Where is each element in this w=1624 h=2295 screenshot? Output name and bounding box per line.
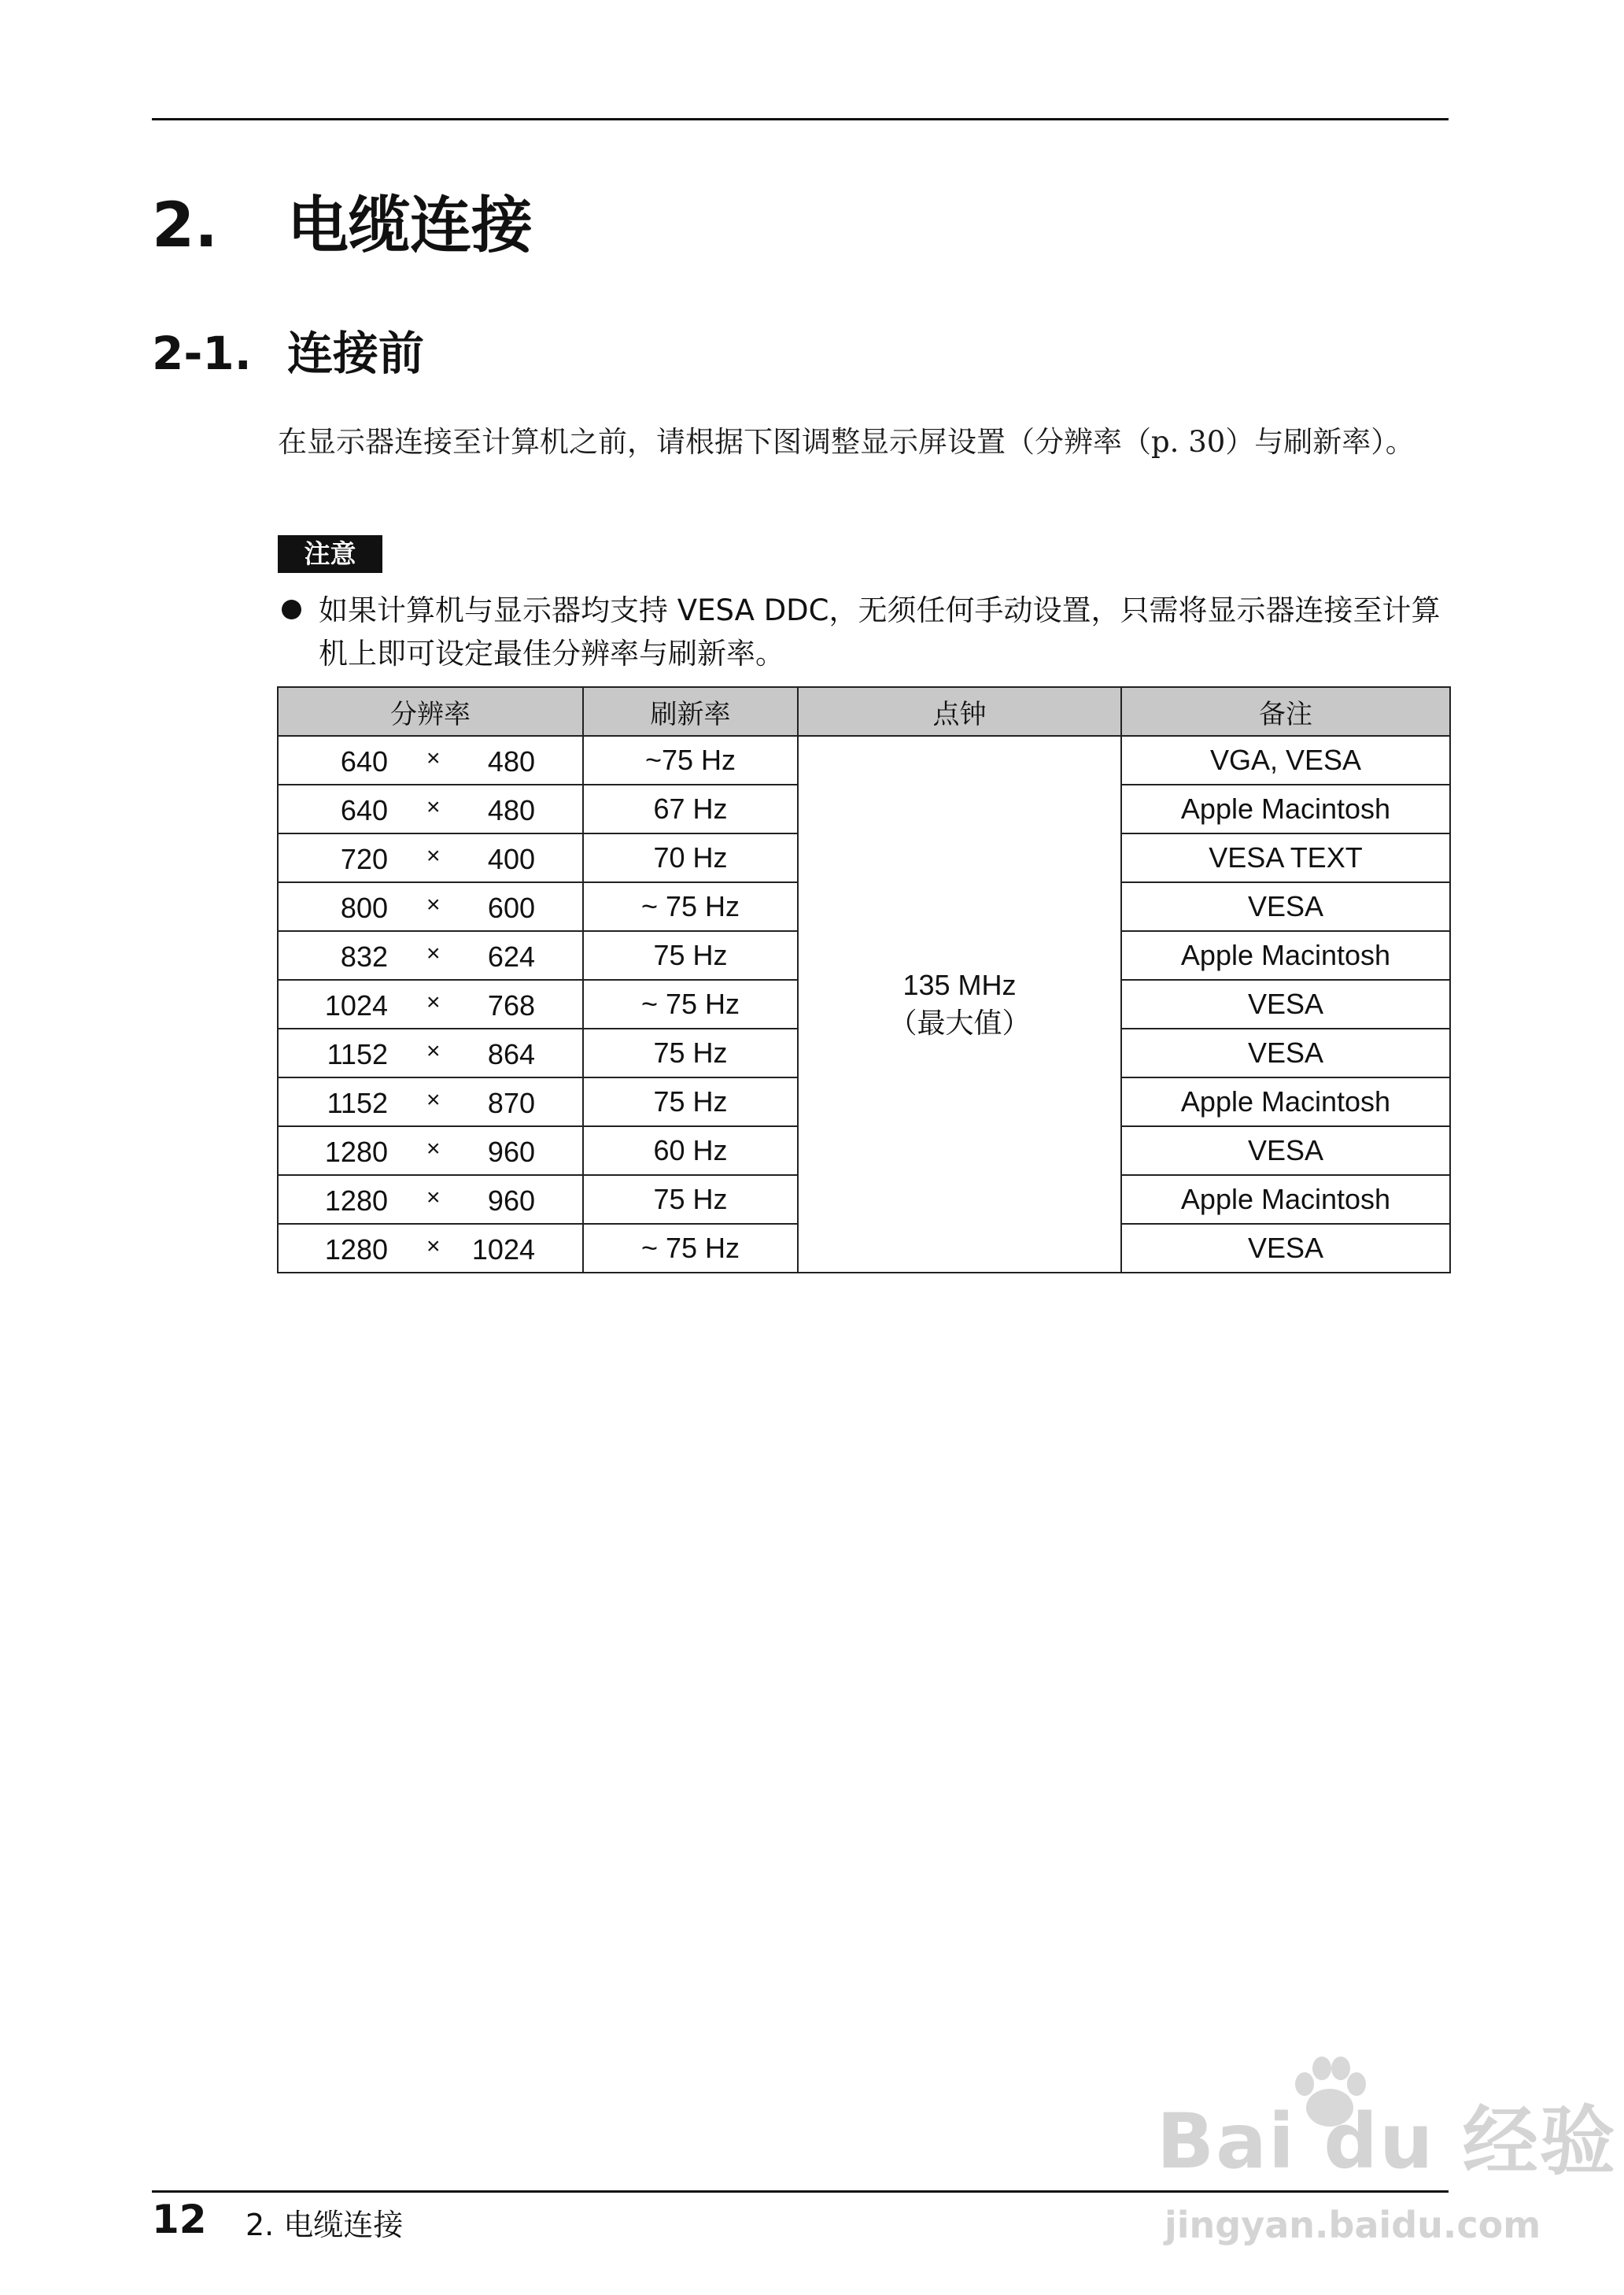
refresh-rate-cell: ~ 75 Hz <box>583 1224 798 1273</box>
remarks-cell: VESA <box>1121 980 1450 1029</box>
table-body <box>278 736 1450 1273</box>
remarks-cell: VESA <box>1121 1029 1450 1077</box>
times-symbol: × <box>426 843 441 869</box>
times-symbol: × <box>426 1087 441 1113</box>
remarks-cell: VESA <box>1121 882 1450 931</box>
resolution-width: 1280 <box>324 1184 388 1217</box>
header-refresh-rate: 刷新率 <box>583 687 798 736</box>
resolution-cell <box>278 833 583 882</box>
refresh-rate-cell: ~ 75 Hz <box>583 882 798 931</box>
section-title: 连接前 <box>287 327 425 380</box>
remarks-cell: Apple Macintosh <box>1121 931 1450 980</box>
resolution-height: 864 <box>487 1038 535 1070</box>
table-row <box>278 736 1450 785</box>
resolution-cell <box>278 736 583 785</box>
remarks-cell: Apple Macintosh <box>1121 1077 1450 1126</box>
resolution-cell <box>278 1077 583 1126</box>
header-remarks: 备注 <box>1121 687 1450 736</box>
table-header-row <box>278 687 1450 736</box>
remarks-cell: VESA TEXT <box>1121 833 1450 882</box>
top-rule <box>152 118 1449 120</box>
resolution-width: 1152 <box>327 1038 388 1070</box>
resolution-cell <box>278 882 583 931</box>
times-symbol: × <box>426 892 441 918</box>
resolution-width: 640 <box>340 794 388 826</box>
note-badge: 注意 <box>278 535 382 573</box>
page-number: 12 <box>152 2197 207 2242</box>
resolution-height: 480 <box>487 794 535 826</box>
refresh-rate-cell: 67 Hz <box>583 785 798 833</box>
chapter-heading <box>152 190 533 261</box>
resolution-cell <box>278 1029 583 1077</box>
resolution-cell <box>278 785 583 833</box>
resolution-width: 1280 <box>324 1136 388 1168</box>
footer-chapter-label: 2. 电缆连接 <box>245 2208 404 2242</box>
times-symbol: × <box>426 1184 441 1210</box>
resolution-width: 800 <box>340 892 388 924</box>
chapter-number: 2. <box>152 190 218 261</box>
times-symbol: × <box>426 1233 441 1259</box>
resolution-width: 1152 <box>327 1087 388 1119</box>
times-symbol: × <box>426 794 441 820</box>
resolution-height: 960 <box>487 1136 535 1168</box>
remarks-cell: Apple Macintosh <box>1121 785 1450 833</box>
remarks-cell: VESA <box>1121 1224 1450 1273</box>
resolution-table <box>277 686 1451 1273</box>
times-symbol: × <box>426 941 441 966</box>
baidu-watermark <box>1157 2046 1617 2275</box>
remarks-cell: Apple Macintosh <box>1121 1175 1450 1224</box>
resolution-width: 1280 <box>324 1233 388 1266</box>
header-resolution: 分辨率 <box>278 687 583 736</box>
watermark-url: jingyan.baidu.com <box>1164 2204 1541 2246</box>
bullet-icon <box>282 600 301 619</box>
remarks-cell: VGA, VESA <box>1121 736 1450 785</box>
times-symbol: × <box>426 989 441 1015</box>
resolution-height: 600 <box>487 892 535 924</box>
refresh-rate-cell: 75 Hz <box>583 1077 798 1126</box>
refresh-rate-cell: 70 Hz <box>583 833 798 882</box>
resolution-height: 870 <box>487 1087 535 1119</box>
resolution-height: 960 <box>487 1184 535 1217</box>
resolution-height: 624 <box>487 941 535 973</box>
watermark-logo: Bai du 经验 <box>1157 2097 1617 2186</box>
resolution-cell <box>278 1126 583 1175</box>
note-bullet-text: 如果计算机与显示器均支持 VESA DDC，无须任何手动设置，只需将显示器连接至计算机上即可设定最佳分辨率与刷新率。 <box>319 593 1441 671</box>
resolution-height: 1024 <box>471 1233 535 1266</box>
resolution-width: 720 <box>340 843 388 875</box>
dot-clock-cell <box>798 736 1121 1273</box>
resolution-cell <box>278 980 583 1029</box>
refresh-rate-cell: 60 Hz <box>583 1126 798 1175</box>
refresh-rate-cell: ~75 Hz <box>583 736 798 785</box>
header-dot-clock: 点钟 <box>798 687 1121 736</box>
remarks-cell: VESA <box>1121 1126 1450 1175</box>
chapter-title: 电缆连接 <box>287 190 533 261</box>
resolution-width: 832 <box>340 941 388 973</box>
intro-paragraph: 在显示器连接至计算机之前，请根据下图调整显示屏设置（分辨率（p. 30）与刷新率）。 <box>278 425 1415 459</box>
dot-clock-note: （最大值） <box>888 1007 1031 1039</box>
section-number: 2-1. <box>152 327 252 380</box>
resolution-height: 768 <box>487 989 535 1022</box>
section-heading <box>152 327 425 380</box>
resolution-height: 480 <box>487 745 535 778</box>
resolution-height: 400 <box>487 843 535 875</box>
refresh-rate-cell: ~ 75 Hz <box>583 980 798 1029</box>
refresh-rate-cell: 75 Hz <box>583 1175 798 1224</box>
refresh-rate-cell: 75 Hz <box>583 1029 798 1077</box>
times-symbol: × <box>426 1136 441 1162</box>
resolution-width: 640 <box>340 745 388 778</box>
resolution-cell <box>278 1175 583 1224</box>
resolution-cell <box>278 1224 583 1273</box>
dot-clock-value: 135 MHz <box>902 969 1017 1001</box>
times-symbol: × <box>426 1038 441 1064</box>
resolution-cell <box>278 931 583 980</box>
times-symbol: × <box>426 745 441 771</box>
resolution-width: 1024 <box>324 989 388 1022</box>
refresh-rate-cell: 75 Hz <box>583 931 798 980</box>
